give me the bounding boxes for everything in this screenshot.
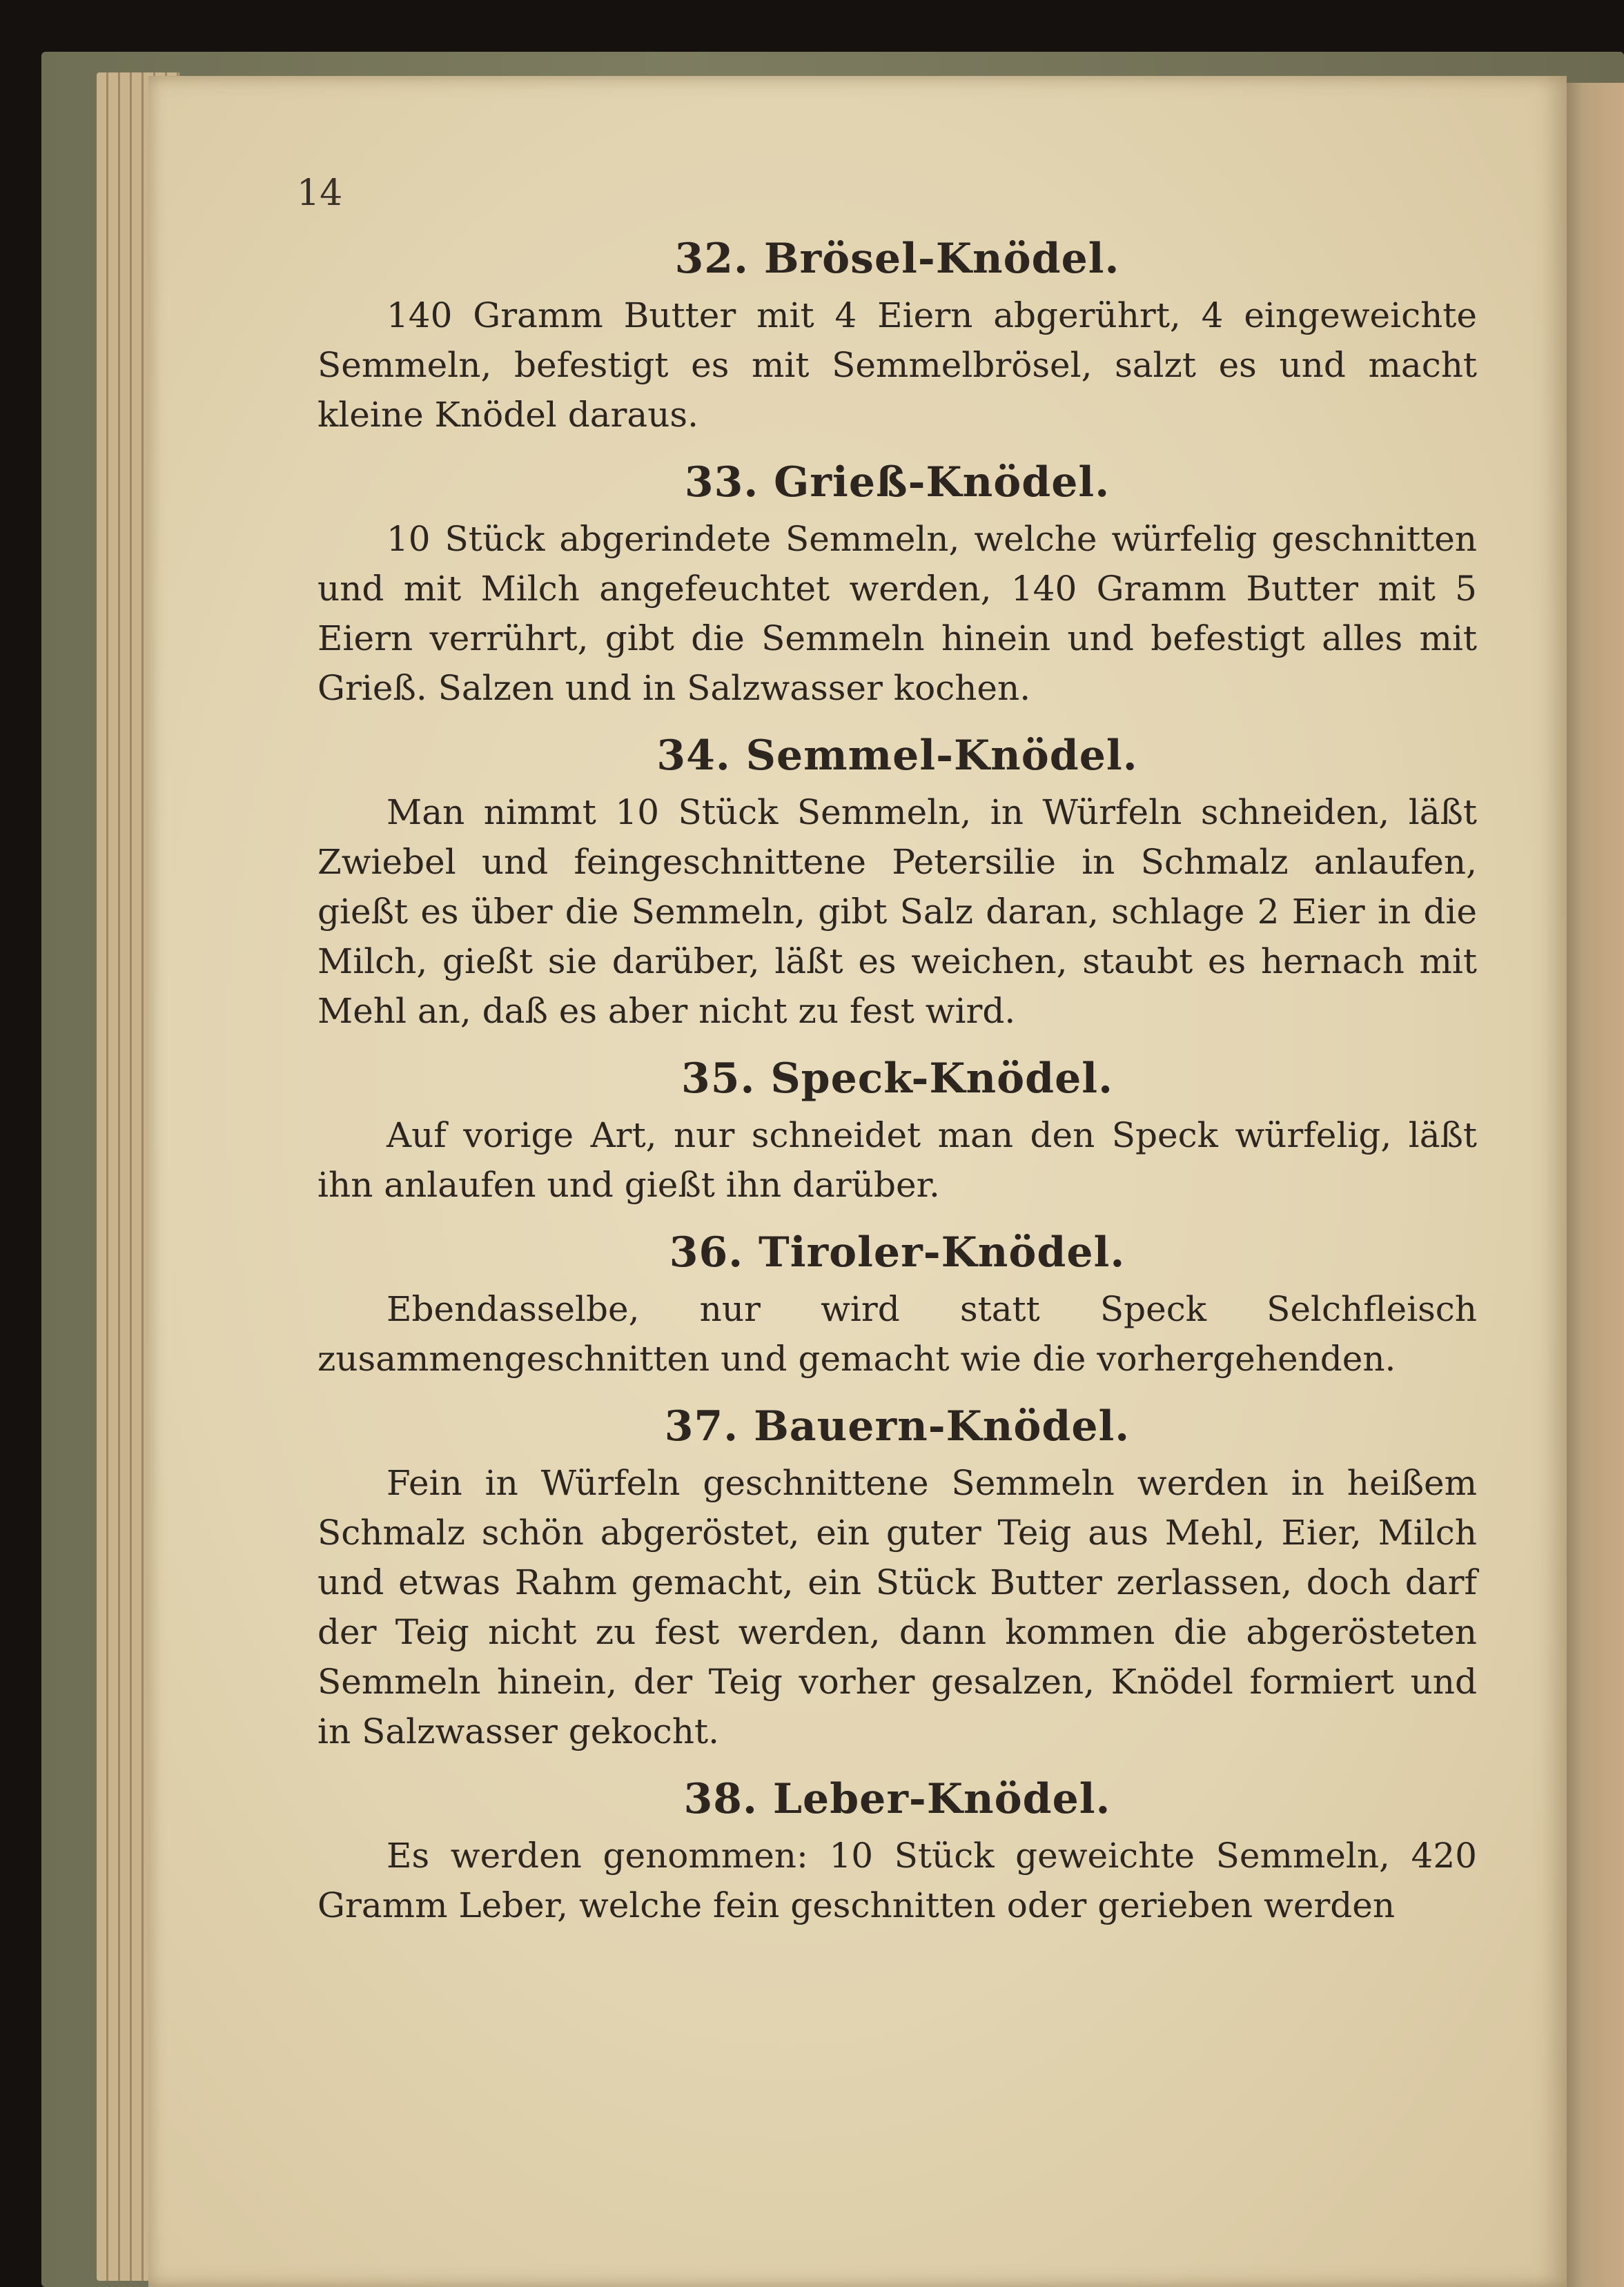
recipe-36 xyxy=(317,1225,1477,1384)
recipe-35 xyxy=(317,1051,1477,1210)
next-page-edge xyxy=(1561,83,1624,2287)
recipe-title: 33. Grieß-Knödel. xyxy=(684,458,1111,507)
recipe-body: 10 Stück abgerindete Semmeln, welche würfelig geschnitten und mit Milch angefeuchtet werden, 140 Gramm Butter mit 5 Eiern verrührt, gibt die Semmeln hinein und befestigt alles mit Grieß. Salzen und in Salzwasser kochen. xyxy=(317,519,1477,708)
recipe-38 xyxy=(317,1771,1477,1930)
recipe-33 xyxy=(317,455,1477,713)
recipe-37 xyxy=(317,1399,1477,1756)
recipe-body: 140 Gramm Butter mit 4 Eiern abgerührt, 4 eingeweichte Semmeln, befestigt es mit Semmelbrösel, salzt es und macht kleine Knödel daraus. xyxy=(317,295,1477,435)
recipe-title: 32. Brösel-Knödel. xyxy=(674,235,1120,283)
recipe-title: 37. Bauern-Knödel. xyxy=(664,1402,1131,1451)
recipe-title: 38. Leber-Knödel. xyxy=(683,1775,1111,1823)
recipe-title: 36. Tiroler-Knödel. xyxy=(669,1228,1126,1277)
recipe-34 xyxy=(317,728,1477,1036)
page-number: 14 xyxy=(297,173,343,214)
recipe-body: Fein in Würfeln geschnittene Semmeln werden in heißem Schmalz schön abgeröstet, ein guter Teig aus Mehl, Eier, Milch und etwas Rahm gemacht, ein Stück Butter zerlassen, doch darf der Teig nicht zu fest werden, dann kommen die abgerösteten Semmeln hinein, der Teig vorher gesalzen, Knödel formiert und in Salzwasser gekocht. xyxy=(317,1463,1477,1751)
recipe-32 xyxy=(317,231,1477,440)
recipe-body: Man nimmt 10 Stück Semmeln, in Würfeln schneiden, läßt Zwiebel und feingeschnittene Petersilie in Schmalz anlaufen, gießt es über die Semmeln, gibt Salz daran, schlage 2 Eier in die Milch, gießt sie darüber, läßt es weichen, staubt es hernach mit Mehl an, daß es aber nicht zu fest wird. xyxy=(317,792,1477,1031)
recipe-title: 34. Semmel-Knödel. xyxy=(656,732,1138,780)
recipe-body: Auf vorige Art, nur schneidet man den Speck würfelig, läßt ihn anlaufen und gießt ihn darüber. xyxy=(317,1115,1477,1205)
recipe-title: 35. Speck-Knödel. xyxy=(681,1054,1113,1103)
recipe-body: Es werden genommen: 10 Stück geweichte Semmeln, 420 Gramm Leber, welche fein geschnitten oder gerieben werden xyxy=(317,1836,1477,1925)
page-content xyxy=(317,231,1477,1945)
recipe-body: Ebendasselbe, nur wird statt Speck Selchfleisch zusammengeschnitten und gemacht wie die vorhergehenden. xyxy=(317,1289,1477,1379)
